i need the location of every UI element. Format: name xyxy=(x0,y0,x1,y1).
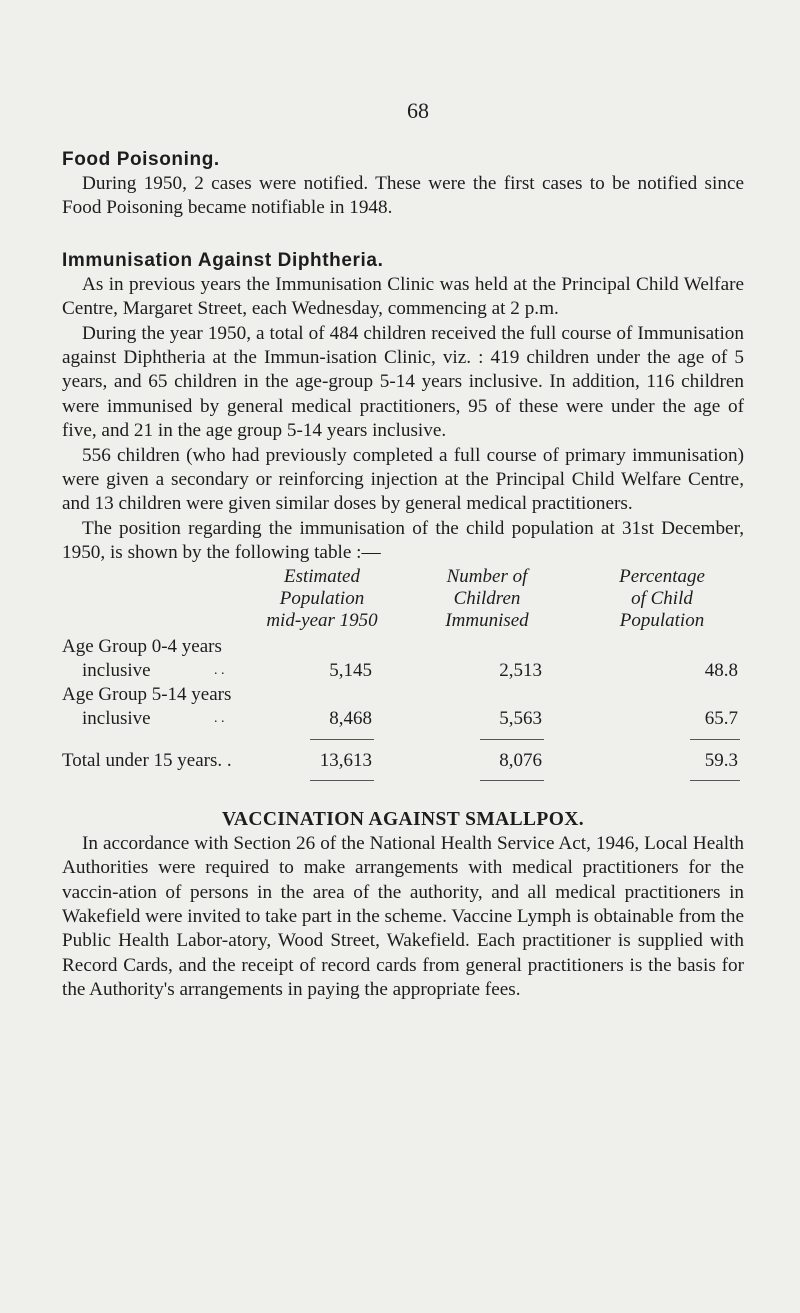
row-5-14-dots: . . xyxy=(214,710,225,726)
immunisation-paragraph-4: The position regarding the immunisation of the child population at 31st December, 1950, is shown by the following table :— xyxy=(62,517,744,564)
immunisation-paragraph-2: During the year 1950, a total of 484 children received the full course of Immunisation against Diphtheria at the Immun-isation Clinic, viz. : 419 children under the age of 5 years, and 65 children in the age-group 5-14 years inclusive. In addition, 116 children were immunised by general medical practitioners, 95 of these were under the age of five, and 21 in the age group 5-14 years inclusive. xyxy=(62,322,744,442)
rule-below-total-population xyxy=(310,780,374,781)
header-number-immunised: Number of Children Immunised xyxy=(445,565,529,631)
header-estimated-population: Estimated Population mid-year 1950 xyxy=(266,565,378,631)
row-5-14-immunised: 5,563 xyxy=(499,707,542,729)
food-poisoning-heading: Food Poisoning. xyxy=(62,149,220,170)
row-0-4-immunised: 2,513 xyxy=(499,659,542,681)
total-percentage: 59.3 xyxy=(704,749,738,771)
page-number: 68 xyxy=(407,98,429,123)
row-0-4-population: 5,145 xyxy=(329,659,372,681)
rule-above-total-percentage xyxy=(690,739,740,740)
row-0-4-percentage: 48.8 xyxy=(704,659,738,681)
row-0-4-dots: . . xyxy=(214,662,225,678)
immunisation-heading: Immunisation Against Diphtheria. xyxy=(62,249,384,271)
page-content xyxy=(62,148,744,1003)
row-5-14-label-inclusive: inclusive xyxy=(82,707,151,729)
header-percentage: Percentage of Child Population xyxy=(619,565,705,631)
immunisation-paragraph-3: 556 children (who had previously completed a full course of primary immunisation) were given a secondary or reinforcing injection at the Principal Child Welfare Centre, and 13 children were given similar doses by general medical practitioners. xyxy=(62,444,744,515)
rule-above-total-immunised xyxy=(480,739,544,740)
vaccination-paragraph: In accordance with Section 26 of the National Health Service Act, 1946, Local Health Authorities were required to make arrangements with medical practitioners for the vaccin-ation of persons in the area of the authority, and all medical practitioners in Wakefield were invited to take part in the scheme. Vaccine Lymph is obtainable from the Public Health Labor-atory, Wood Street, Wakefield. Each practitioner is supplied with Record Cards, and the receipt of record cards from general practitioners is the basis for the Authority's arrangements in paying the appropriate fees. xyxy=(62,832,744,1001)
total-immunised: 8,076 xyxy=(499,749,542,771)
rule-below-total-immunised xyxy=(480,780,544,781)
total-label: Total under 15 years. . xyxy=(62,749,232,771)
food-poisoning-paragraph: During 1950, 2 cases were notified. These were the first cases to be notified since Food Poisoning became notifiable in 1948. xyxy=(62,173,744,219)
immunisation-table xyxy=(62,566,744,786)
row-5-14-percentage: 65.7 xyxy=(704,707,738,729)
rule-above-total-population xyxy=(310,739,374,740)
immunisation-paragraph-1: As in previous years the Immunisation Clinic was held at the Principal Child Welfare Centre, Margaret Street, each Wednesday, commencing at 2 p.m. xyxy=(62,273,744,320)
row-0-4-label-inclusive: inclusive xyxy=(82,659,151,681)
rule-below-total-percentage xyxy=(690,780,740,781)
row-5-14-population: 8,468 xyxy=(329,707,372,729)
row-5-14-label: Age Group 5-14 years xyxy=(62,683,232,705)
vaccination-heading: VACCINATION AGAINST SMALLPOX. xyxy=(221,808,585,830)
row-0-4-label: Age Group 0-4 years xyxy=(62,635,222,657)
total-population: 13,613 xyxy=(319,749,372,771)
